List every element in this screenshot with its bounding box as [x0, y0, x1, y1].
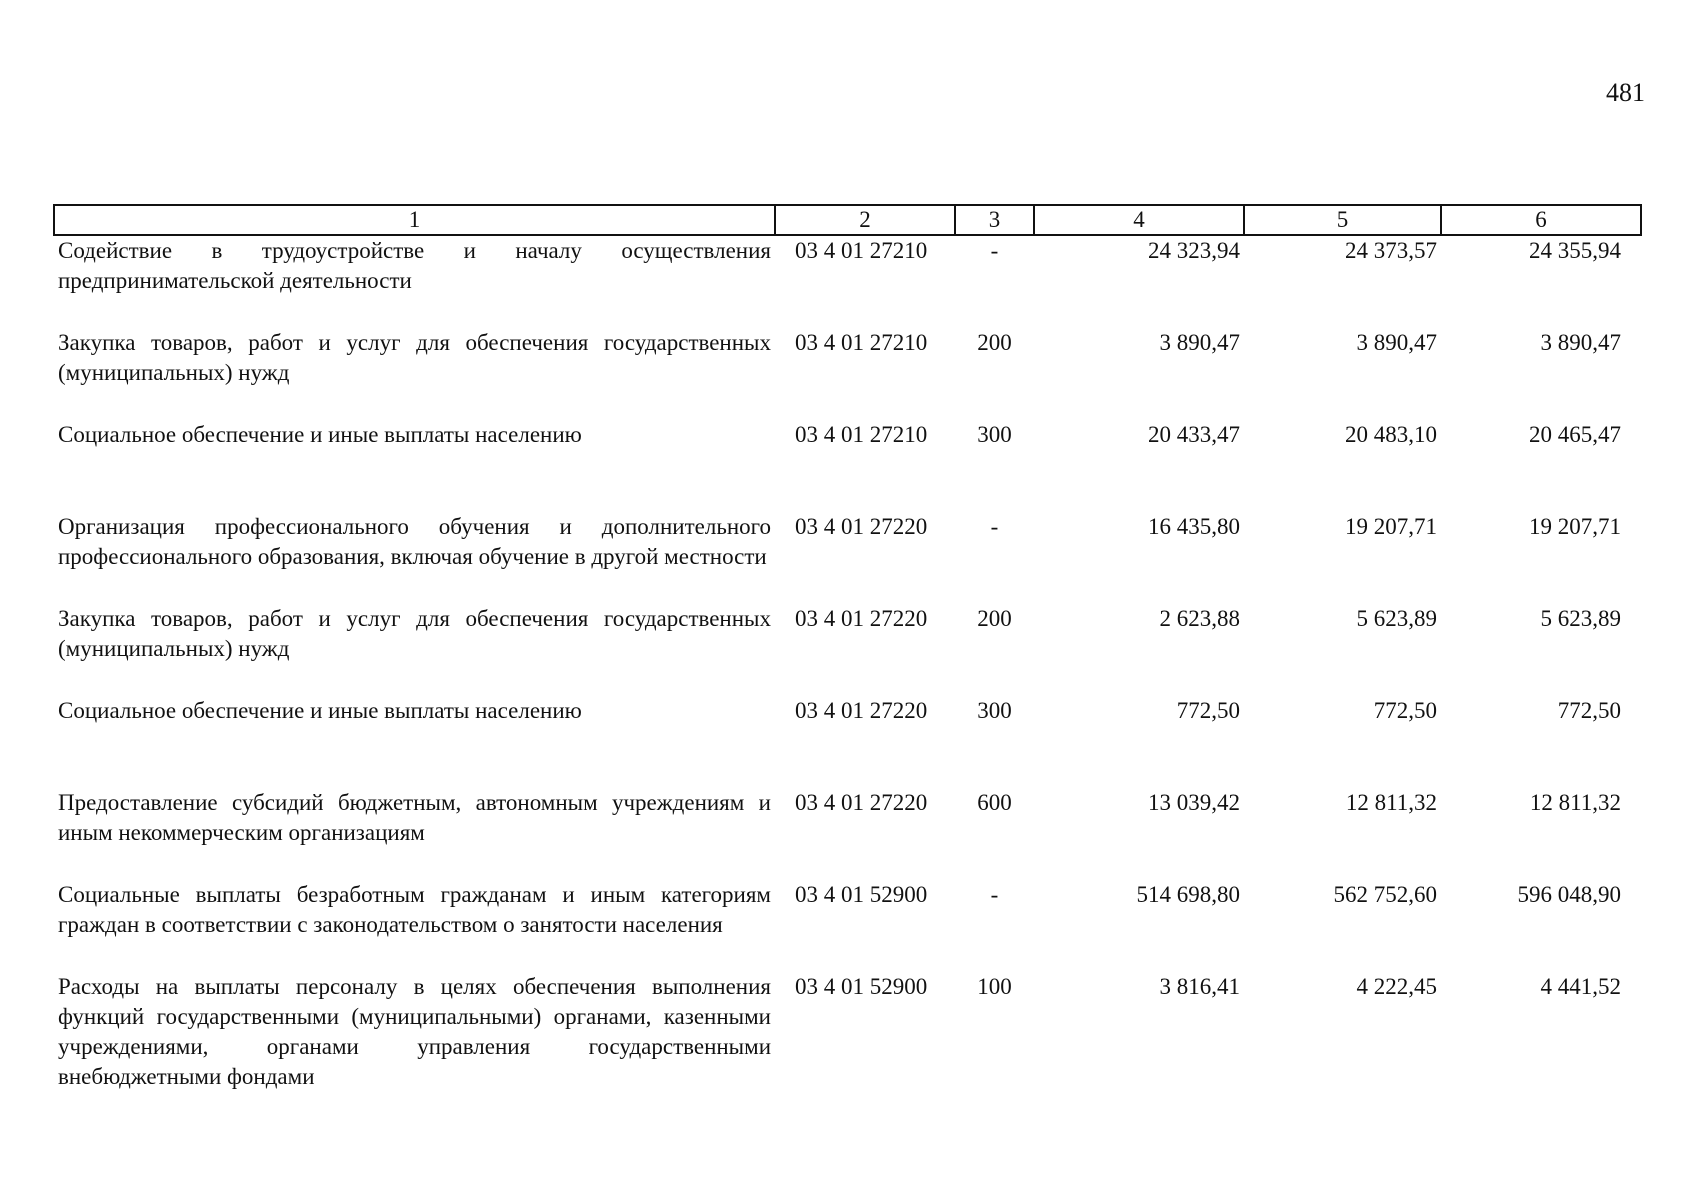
- expense-type: 100: [977, 974, 1012, 999]
- table-row: [54, 235, 1641, 328]
- expense-name: Закупка товаров, работ и услуг для обеспечения государственных (муниципальных) нужд: [58, 606, 771, 661]
- amount-col-5: 20 483,10: [1345, 422, 1437, 447]
- column-header-2: 2: [775, 205, 955, 235]
- column-header-6: 6: [1441, 205, 1641, 235]
- amount-col-4: 2 623,88: [1159, 606, 1240, 631]
- expense-name: Расходы на выплаты персоналу в целях обеспечения выполнения функций государственными (муниципальными) органами, казенными учреждениями, органами управления государственными внебюджетными фондами: [58, 974, 771, 1089]
- table-row: [54, 604, 1641, 696]
- target-code: 03 4 01 27210: [795, 422, 928, 447]
- expense-type: 300: [977, 422, 1012, 447]
- amount-col-4: 20 433,47: [1148, 422, 1240, 447]
- expense-name: Предоставление субсидий бюджетным, автономным учреждениям и иным некоммерческим организациям: [58, 790, 771, 845]
- amount-col-6: 596 048,90: [1517, 882, 1621, 907]
- target-code: 03 4 01 27220: [795, 606, 928, 631]
- amount-col-6: 24 355,94: [1529, 238, 1621, 263]
- expense-type: 300: [977, 698, 1012, 723]
- table-row: [54, 512, 1641, 604]
- table-row: [54, 788, 1641, 880]
- table-row: [54, 880, 1641, 972]
- target-code: 03 4 01 52900: [795, 974, 928, 999]
- target-code: 03 4 01 27220: [795, 790, 928, 815]
- amount-col-6: 12 811,32: [1529, 790, 1621, 815]
- table-row: [54, 972, 1641, 1102]
- expense-type: 600: [977, 790, 1012, 815]
- amount-col-6: 5 623,89: [1540, 606, 1621, 631]
- amount-col-6: 19 207,71: [1529, 514, 1621, 539]
- target-code: 03 4 01 27220: [795, 514, 928, 539]
- amount-col-4: 772,50: [1176, 698, 1240, 723]
- amount-col-5: 3 890,47: [1356, 330, 1437, 355]
- expense-name: Социальные выплаты безработным гражданам и иным категориям граждан в соответствии с законодательством о занятости населения: [58, 882, 771, 937]
- expense-type: 200: [977, 330, 1012, 355]
- amount-col-6: 772,50: [1557, 698, 1621, 723]
- table-row: [54, 328, 1641, 420]
- expense-name: Социальное обеспечение и иные выплаты населению: [58, 422, 582, 447]
- expense-type: -: [990, 238, 999, 263]
- expense-name: Содействие в трудоустройстве и началу осуществления предпринимательской деятельности: [58, 238, 771, 293]
- amount-col-4: 514 698,80: [1136, 882, 1240, 907]
- column-header-3: 3: [955, 205, 1034, 235]
- amount-col-5: 562 752,60: [1333, 882, 1437, 907]
- expense-type: -: [990, 514, 999, 539]
- amount-col-5: 772,50: [1373, 698, 1437, 723]
- amount-col-4: 16 435,80: [1148, 514, 1240, 539]
- amount-col-5: 12 811,32: [1345, 790, 1437, 815]
- target-code: 03 4 01 27210: [795, 330, 928, 355]
- expense-type: 200: [977, 606, 1012, 631]
- amount-col-4: 13 039,42: [1148, 790, 1240, 815]
- amount-col-6: 3 890,47: [1540, 330, 1621, 355]
- column-header-5: 5: [1244, 205, 1441, 235]
- amount-col-6: 20 465,47: [1529, 422, 1621, 447]
- amount-col-5: 5 623,89: [1356, 606, 1437, 631]
- amount-col-5: 24 373,57: [1345, 238, 1437, 263]
- amount-col-5: 19 207,71: [1345, 514, 1437, 539]
- page-number: 481: [1606, 78, 1645, 107]
- expense-name: Закупка товаров, работ и услуг для обеспечения государственных (муниципальных) нужд: [58, 330, 771, 385]
- budget-table: [53, 204, 1642, 1102]
- amount-col-4: 3 890,47: [1159, 330, 1240, 355]
- target-code: 03 4 01 52900: [795, 882, 928, 907]
- expense-type: -: [990, 882, 999, 907]
- expense-name: Социальное обеспечение и иные выплаты населению: [58, 698, 582, 723]
- table-row: [54, 696, 1641, 788]
- target-code: 03 4 01 27210: [795, 238, 928, 263]
- amount-col-5: 4 222,45: [1356, 974, 1437, 999]
- header-row: [54, 205, 1641, 235]
- target-code: 03 4 01 27220: [795, 698, 928, 723]
- amount-col-4: 3 816,41: [1159, 974, 1240, 999]
- expense-name: Организация профессионального обучения и дополнительного профессионального образования, включая обучение в другой местности: [58, 514, 771, 569]
- table-row: [54, 420, 1641, 512]
- column-header-1: 1: [54, 205, 775, 235]
- amount-col-6: 4 441,52: [1540, 974, 1621, 999]
- column-header-4: 4: [1034, 205, 1244, 235]
- amount-col-4: 24 323,94: [1148, 238, 1240, 263]
